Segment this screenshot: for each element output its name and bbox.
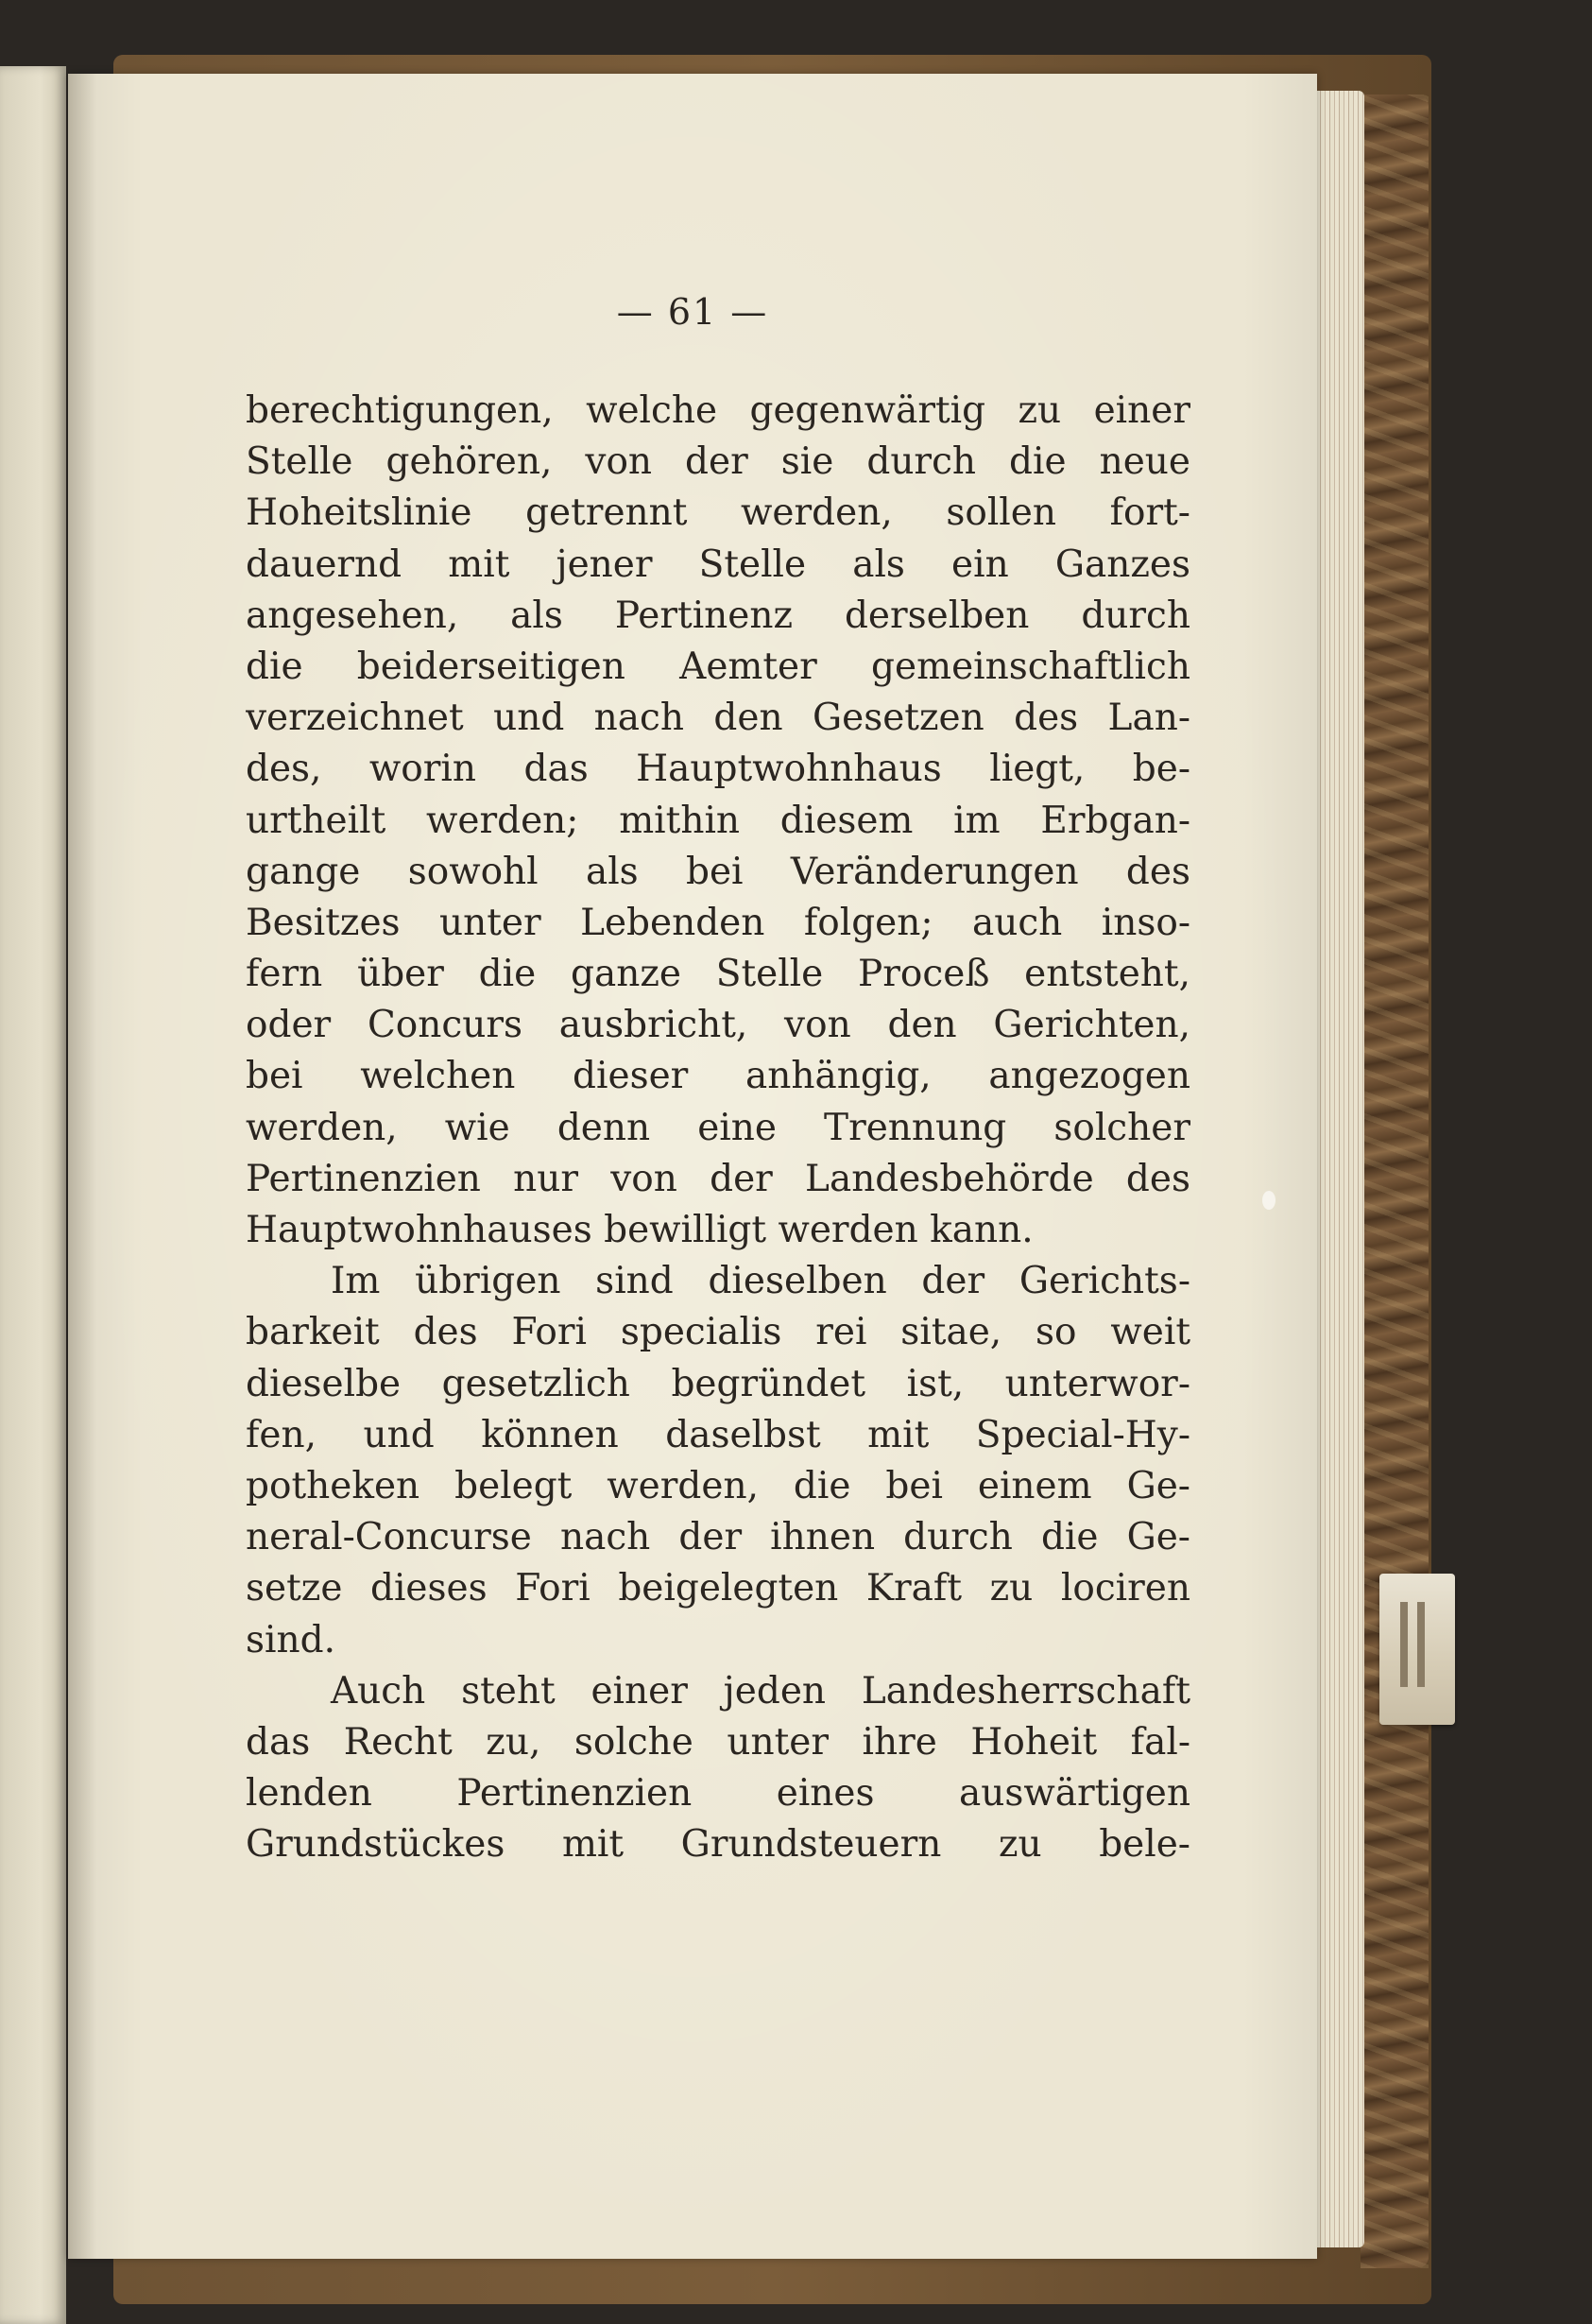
text-line: Grundstückes mit Grundsteuern zu bele- [246, 1823, 1190, 1867]
stacked-page-edges [1311, 91, 1364, 2247]
gutter-shadow [68, 74, 96, 2259]
text-line: potheken belegt werden, die bei einem Ge- [246, 1464, 1190, 1507]
body-text [246, 386, 1190, 1870]
left-page-edge [0, 66, 66, 2324]
text-line: dieselbe gesetzlich begründet ist, unterwor- [246, 1362, 1190, 1405]
text-line: Pertinenzien nur von der Landesbehörde des [246, 1157, 1190, 1200]
text-line: des, worin das Hauptwohnhaus liegt, be- [246, 748, 1190, 791]
text-line: bei welchen dieser anhängig, angezogen [246, 1055, 1190, 1098]
text-line: die beiderseitigen Aemter gemeinschaftlich [246, 645, 1190, 688]
text-line: verzeichnet und nach den Gesetzen des Lan- [246, 697, 1190, 740]
text-line: barkeit des Fori specialis rei sitae, so weit [246, 1311, 1190, 1354]
page-number: — 61 — [616, 291, 769, 333]
text-line: setze dieses Fori beigelegten Kraft zu lociren [246, 1567, 1190, 1610]
marbled-fore-edge [1361, 95, 1429, 2268]
book-page [68, 74, 1317, 2259]
bookmark-tab [1379, 1574, 1455, 1725]
text-line: gange sowohl als bei Veränderungen des [246, 850, 1190, 893]
text-line: lenden Pertinenzien eines auswärtigen [246, 1772, 1190, 1816]
text-line: Im übrigen sind dieselben der Gerichts- [331, 1260, 1190, 1303]
text-line: fen, und können daselbst mit Special-Hy- [246, 1413, 1190, 1456]
text-line: berechtigungen, welche gegenwärtig zu einer [246, 389, 1190, 432]
text-line: Hauptwohnhauses bewilligt werden kann. [246, 1209, 1034, 1251]
text-line: das Recht zu, solche unter ihre Hoheit fal- [246, 1720, 1190, 1764]
text-line: neral-Concurse nach der ihnen durch die Ge- [246, 1516, 1190, 1559]
text-line: angesehen, als Pertinenz derselben durch [246, 594, 1190, 637]
paper-speck [1262, 1191, 1275, 1210]
text-line: Stelle gehören, von der sie durch die neue [246, 440, 1190, 484]
text-line: werden, wie denn eine Trennung solcher [246, 1106, 1190, 1149]
text-line: oder Concurs ausbricht, von den Gerichten, [246, 1004, 1190, 1047]
text-line: Auch steht einer jeden Landesherrschaft [331, 1669, 1190, 1713]
text-line: urtheilt werden; mithin diesem im Erbgan- [246, 799, 1190, 842]
text-line: sind. [246, 1618, 335, 1661]
text-line: Hoheitslinie getrennt werden, sollen fort- [246, 491, 1190, 535]
text-line: Besitzes unter Lebenden folgen; auch inso- [246, 901, 1190, 944]
text-line: dauernd mit jener Stelle als ein Ganzes [246, 542, 1190, 586]
text-line: fern über die ganze Stelle Proceß entsteht, [246, 953, 1190, 996]
